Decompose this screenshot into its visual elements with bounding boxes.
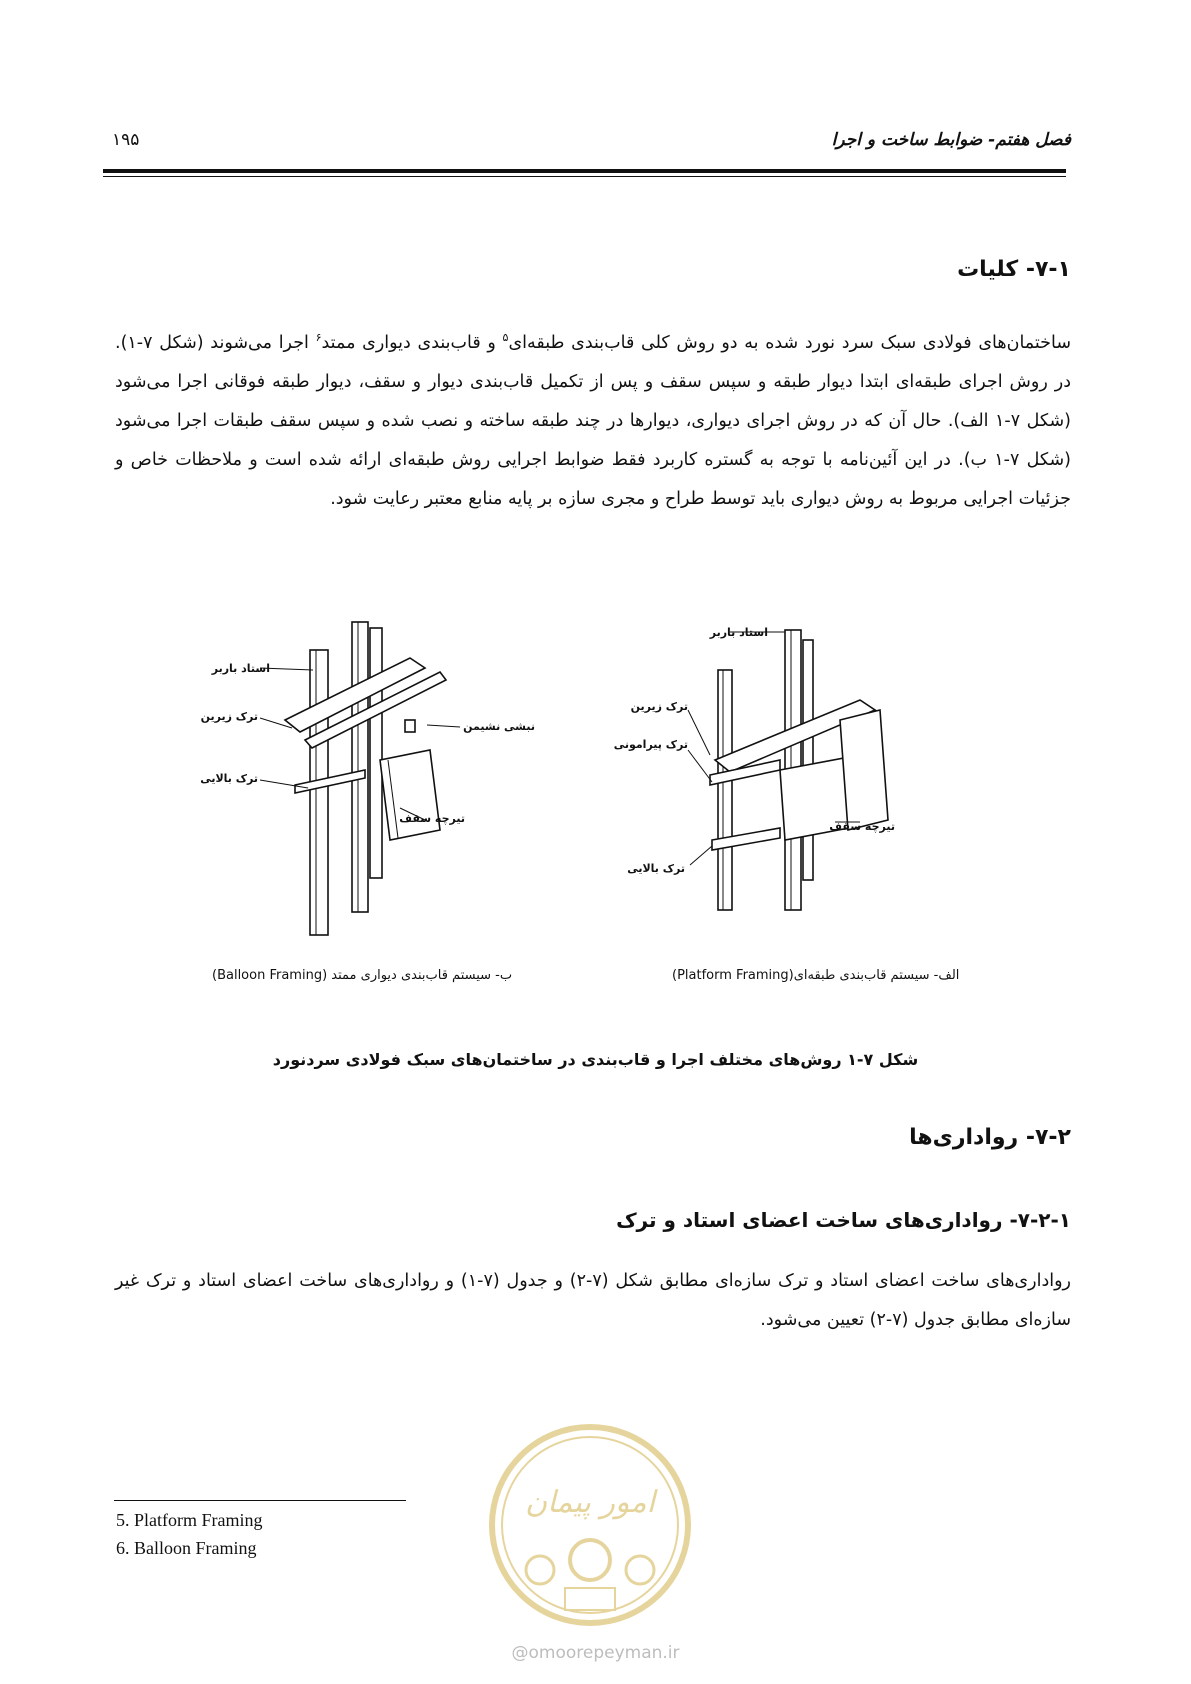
chapter-title: فصل هفتم- ضوابط ساخت و اجرا [831,130,1071,150]
framing-figures [200,610,980,930]
header-rule [103,169,1066,173]
footnote-rule [114,1500,406,1501]
platform-label-rim-track: ترک پیرامونی [613,738,688,751]
balloon-label-load-stud: استاد باربر [211,662,270,675]
platform-label-top-track: ترک بالایی [627,862,685,875]
platform-label-load-stud: استاد باربر [709,626,768,639]
section-heading-tolerances: ۷-۲- رواداری‌ها [909,1125,1071,1150]
watermark-text: امور پیمان [525,1485,655,1520]
section-heading-general: ۷-۱- کلیات [957,257,1071,282]
balloon-label-top-track: ترک بالایی [200,772,258,785]
watermark-logo [465,1420,715,1630]
balloon-label-bottom-track: ترک زیرین [200,710,258,723]
platform-label-bottom-track: ترک زیرین [630,700,688,713]
balloon-label-seat-angle: نبشی نشیمن [463,720,535,733]
footnote-ref-6[interactable]: ۶ [315,331,322,344]
platform-framing-diagram [688,630,888,910]
page-number: ۱۹۵ [112,130,140,150]
intro-paragraph [115,318,1071,519]
platform-label-joist: تیرچه سقف [829,820,895,833]
watermark-url: @omoorepeyman.ir [511,1643,680,1663]
figure-caption: شکل ۷-۱ روش‌های مختلف اجرا و قاب‌بندی در ساختمان‌های سبک فولادی سردنورد [272,1050,919,1069]
caption-balloon-framing: ب- سیستم قاب‌بندی دیواری ممتد (Balloon Framing) [212,968,513,983]
header-rule-thin [103,176,1066,177]
balloon-framing-diagram [260,622,460,935]
footnote-5: 5. Platform Framing [116,1510,263,1530]
caption-platform-framing: الف- سیستم قاب‌بندی طبقه‌ای(Platform Framing) [672,968,960,983]
intro-text-part3: اجرا می‌شوند (شکل ۷-۱). در روش اجرای طبقه‌ای ابتدا دیوار طبقه و سپس سقف و پس از تکمیل قاب‌بندی دیوار و سقف، دیوار طبقه فوقانی اجرا می‌شود (شکل ۷-۱ الف). حال آن که در روش اجرای دیواری، دیوارها در چند طبقه ساخته و نصب شده و سپس سقف طبقات اجرا می‌شود (شکل ۷-۱ ب). در این آئین‌نامه با توجه به گستره کاربرد فقط ضوابط اجرایی روش طبقه‌ای ارائه شده است و ملاحظات خاص و جزئیات اجرایی مربوط به روش دیواری باید توسط طراح و مجری سازه بر پایه منابع معتبر رعایت شود. [115,332,1071,509]
tolerance-paragraph: رواداری‌های ساخت اعضای استاد و ترک سازه‌ای مطابق شکل (۷-۲) و جدول (۷-۱) و رواداری‌های ساخت اعضای استاد و ترک غیر سازه‌ای مطابق جدول (۷-۲) تعیین می‌شود. [115,1271,1071,1330]
footnote-6: 6. Balloon Framing [116,1538,257,1558]
balloon-label-joist: تیرچه سقف [399,812,465,825]
intro-text-part1: ساختمان‌های فولادی سبک سرد نورد شده به دو روش کلی قاب‌بندی طبقه‌ای [508,332,1071,353]
intro-text-part2: و قاب‌بندی دیواری ممتد [321,332,503,353]
footnote-ref-5[interactable]: ۵ [502,331,509,344]
subsection-heading-stud-track: ۷-۲-۱- رواداری‌های ساخت اعضای استاد و ترک [616,1208,1071,1232]
